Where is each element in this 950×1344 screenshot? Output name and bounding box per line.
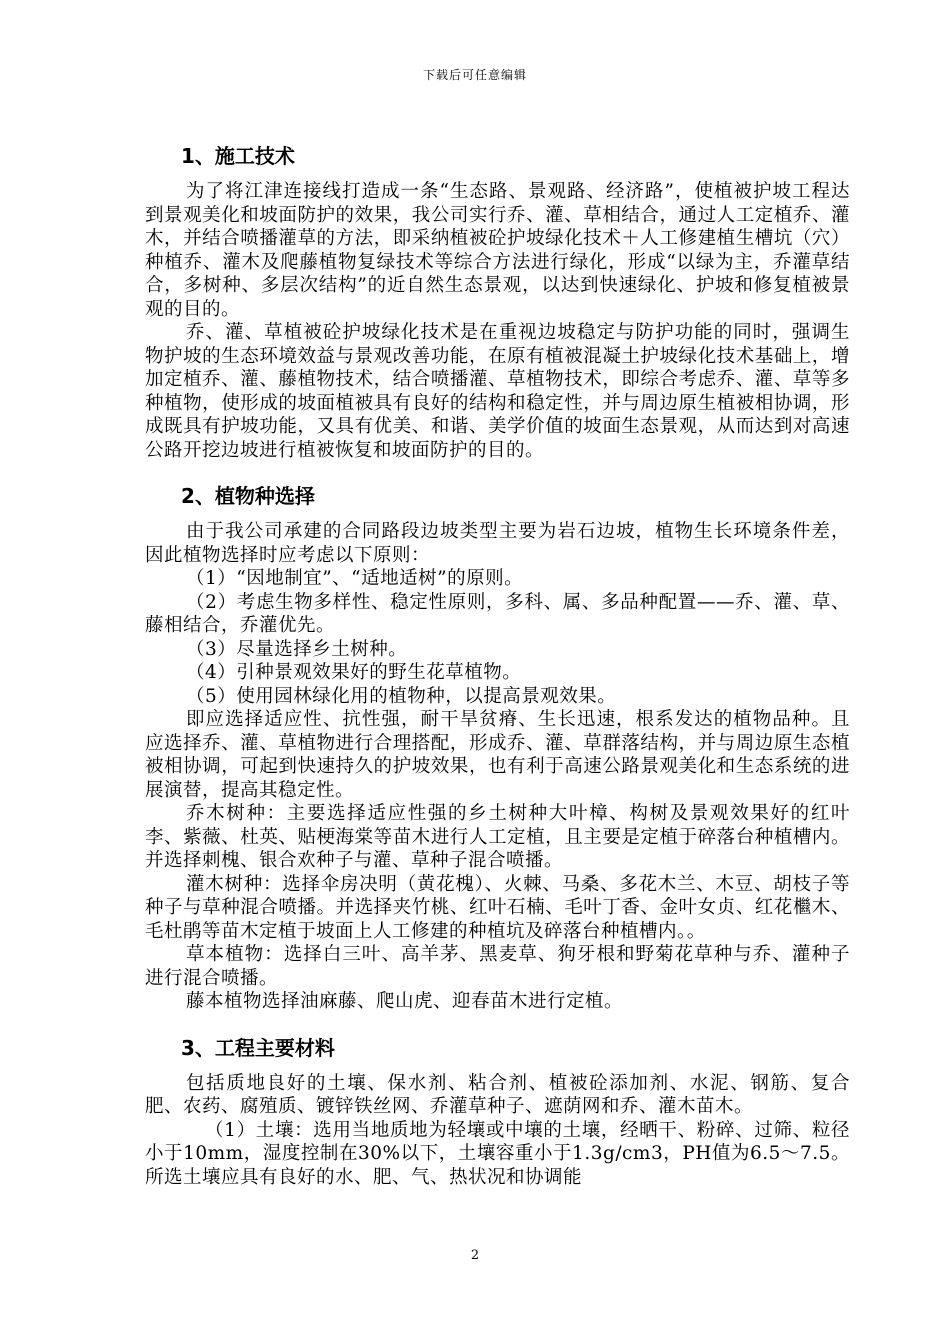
paragraph: 即应选择适应性、抗性强，耐干旱贫瘠、生长迅速，根系发达的植物品种。且应选择乔、灌、草植物进行合理搭配，形成乔、灌、草群落结构，并与周边原生态植被相协调，可起到快速持久的护坡效果，也有利于高速公路景观美化和生态系统的进展演替，提高其稳定性。	[145, 709, 850, 801]
section-construction-technique	[145, 140, 850, 462]
document-body	[145, 140, 850, 1207]
list-item: （1）“因地制宜”、“适地适树”的原则。	[186, 568, 524, 589]
paragraph: （1）土壤：选用当地质地为轻壤或中壤的土壤，经晒干、粉碎、过筛、粒径小于10mm，湿度控制在30%以下，土壤容重小于1.3g/cm3，PH值为6.5～7.5。所选土壤应具有良好的水、肥、气、热状况和协调能	[145, 1119, 850, 1188]
paragraph: 灌木树种：选择伞房决明（黄花槐）、火棘、马桑、多花木兰、木豆、胡枝子等种子与草种混合喷播。并选择夹竹桃、红叶石楠、毛叶丁香、金叶女贞、红花檵木、毛杜鹃等苗木定植于坡面上人工修建的种植坑及碎落台种植槽内。。	[145, 873, 850, 942]
list-item: （2）考虑生物多样性、稳定性原则，多科、属、多品种配置——乔、灌、草、藤相结合，乔灌优先。	[145, 591, 850, 636]
page-number: 2	[470, 1248, 480, 1263]
list-item: （5）使用园林绿化用的植物种，以提高景观效果。	[186, 685, 617, 707]
paragraph: 由于我公司承建的合同路段边坡类型主要为岩石边坡，植物生长环境条件差，因此植物选择时应考虑以下原则：	[145, 521, 850, 566]
section-plant-selection	[145, 480, 850, 1014]
section-main-materials	[145, 1032, 850, 1190]
section-title: 3、工程主要材料	[181, 1035, 335, 1060]
section-title: 1、施工技术	[181, 144, 295, 168]
page-header: 下载后可任意编辑	[422, 68, 527, 82]
paragraph: 包括质地良好的土壤、保水剂、粘合剂、植被砼添加剂、水泥、钢筋、复合肥、农药、腐殖质、镀锌铁丝网、乔灌草种子、遮荫网和乔、灌木苗木。	[145, 1072, 850, 1117]
paragraph: 草本植物：选择白三叶、高羊茅、黑麦草、狗牙根和野菊花草种与乔、灌种子进行混合喷播。	[145, 944, 850, 989]
list-item: （4）引种景观效果好的野生花草植物。	[186, 662, 522, 683]
list-item: （3）尽量选择乡土树种。	[186, 638, 408, 660]
paragraph: 藤本植物选择油麻藤、爬山虎、迎春苗木进行定植。	[186, 991, 624, 1012]
paragraph: 为了将江津连接线打造成一条“生态路、景观路、经济路”，使植被护坡工程达到景观美化和坡面防护的效果，我公司实行乔、灌、草相结合，通过人工定植乔、灌木，并结合喷播灌草的方法，即采纳植被砼护坡绿化技术＋人工修建植生槽坑（穴）种植乔、灌木及爬藤植物复绿技术等综合方法进行绿化，形成“以绿为主，乔灌草结合，多树种、多层次结构”的近自然生态景观，以达到快速绿化、护坡和修复植被景观的目的。	[145, 181, 850, 320]
section-title: 2、植物种选择	[181, 484, 315, 508]
paragraph: 乔木树种：主要选择适应性强的乡土树种大叶樟、构树及景观效果好的红叶李、紫薇、杜英、贴梗海棠等苗木进行人工定植，且主要是定植于碎落台种植槽内。并选择刺槐、银合欢种子与灌、草种子混合喷播。	[145, 803, 850, 871]
paragraph: 乔、灌、草植被砼护坡绿化技术是在重视边坡稳定与防护功能的同时，强调生物护坡的生态环境效益与景观改善功能，在原有植被混凝土护坡绿化技术基础上，增加定植乔、灌、藤植物技术，结合喷播灌、草植物技术，即综合考虑乔、灌、草等多种植物，使形成的坡面植被具有良好的结构和稳定性，并与周边原生植被相协调，形成既具有护坡功能，又具有优美、和谐、美学价值的坡面生态景观，从而达到对高速公路开挖边坡进行植被恢复和坡面防护的目的。	[145, 322, 850, 461]
